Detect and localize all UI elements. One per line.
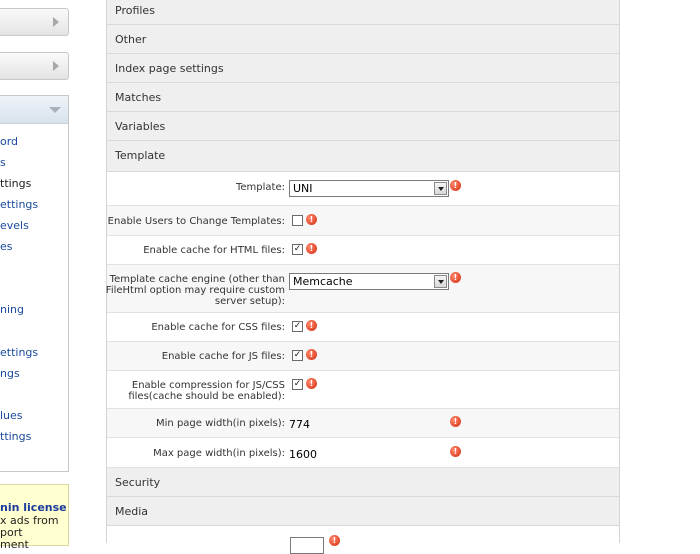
sidebar-link-8[interactable]: ettings	[0, 346, 39, 359]
chevron-down-icon	[49, 107, 61, 113]
sidebar-link-active[interactable]: ttings	[0, 177, 32, 190]
max-page-width-row	[107, 438, 619, 468]
info-icon[interactable]: !	[450, 180, 461, 191]
section-template[interactable]	[107, 141, 619, 172]
template-row	[107, 172, 619, 206]
cache-html-row	[107, 236, 619, 265]
section-label: Other	[115, 33, 147, 46]
enable-users-change-templates-checkbox[interactable]	[292, 215, 303, 226]
cache-js-checkbox[interactable]: ✓	[293, 350, 302, 360]
section-matches[interactable]	[107, 83, 619, 112]
info-icon[interactable]: !	[306, 378, 317, 389]
cache-engine-select-value: Memcache	[293, 275, 353, 288]
sidebar-link-9[interactable]: ngs	[0, 367, 20, 380]
section-profiles[interactable]	[107, 0, 619, 25]
promo-line-1: x ads from	[0, 514, 59, 527]
cache-js-label: Enable cache for JS files:	[161, 351, 285, 362]
media-select[interactable]	[290, 537, 324, 554]
section-label: Matches	[115, 91, 162, 104]
settings-panel	[106, 0, 620, 543]
info-icon[interactable]: !	[450, 446, 461, 457]
cache-engine-label-line-1: Template cache engine (other than	[109, 274, 285, 285]
cache-html-label: Enable cache for HTML files:	[143, 245, 285, 256]
sidebar-panel-header[interactable]	[0, 96, 68, 124]
min-page-width-value[interactable]: 774	[289, 418, 310, 431]
cache-js-row	[107, 342, 619, 371]
left-sidebar	[0, 0, 70, 551]
media-first-row	[107, 526, 619, 543]
section-security[interactable]	[107, 468, 619, 497]
section-index-page-settings[interactable]	[107, 54, 619, 83]
template-select[interactable]	[289, 180, 449, 197]
min-page-width-row	[107, 409, 619, 438]
info-icon[interactable]: !	[306, 320, 317, 331]
section-label: Media	[115, 505, 149, 518]
dropdown-arrow-icon[interactable]	[434, 275, 447, 288]
max-page-width-value[interactable]: 1600	[289, 448, 317, 461]
section-other[interactable]	[107, 25, 619, 54]
section-label: Template	[115, 149, 166, 162]
info-icon[interactable]: !	[450, 416, 461, 427]
sidebar-menu-button-1[interactable]	[0, 8, 69, 36]
enable-users-change-templates-label: Enable Users to Change Templates:	[107, 216, 285, 227]
sidebar-link-5[interactable]: evels	[0, 219, 29, 232]
dropdown-arrow-icon[interactable]	[434, 182, 447, 195]
sidebar-link-7[interactable]: ning	[0, 303, 24, 316]
sidebar-link-2[interactable]: s	[0, 156, 6, 169]
min-page-width-label: Min page width(in pixels):	[156, 418, 285, 429]
cache-engine-label-line-2: FileHtml option may require custom	[105, 285, 285, 296]
section-label: Security	[115, 476, 161, 489]
sidebar-link-11[interactable]: ttings	[0, 430, 32, 443]
sidebar-link-4[interactable]: ettings	[0, 198, 39, 211]
sidebar-menu-button-2[interactable]	[0, 52, 69, 80]
cache-engine-select[interactable]	[289, 273, 449, 290]
cache-engine-row	[107, 265, 619, 313]
sidebar-link-10[interactable]: lues	[0, 409, 23, 422]
cache-css-checkbox[interactable]: ✓	[293, 321, 302, 331]
chevron-right-icon	[53, 17, 59, 27]
promo-line-3: ment	[0, 538, 29, 551]
info-icon[interactable]: !	[306, 349, 317, 360]
cache-engine-label-line-3: server setup):	[214, 296, 285, 307]
compression-label-line-1: Enable compression for JS/CSS	[131, 380, 285, 391]
compression-label-line-2: files(cache should be enabled):	[128, 391, 285, 402]
section-media[interactable]	[107, 497, 619, 526]
license-promo-box	[0, 484, 69, 551]
section-label: Profiles	[115, 4, 155, 17]
sidebar-link-1[interactable]: ord	[0, 135, 19, 148]
template-label: Template:	[236, 182, 285, 193]
info-icon[interactable]: !	[329, 535, 340, 546]
chevron-right-icon	[53, 61, 59, 71]
cache-css-row	[107, 313, 619, 342]
info-icon[interactable]: !	[306, 214, 317, 225]
section-label: Index page settings	[115, 62, 224, 75]
compression-checkbox[interactable]: ✓	[293, 379, 302, 389]
cache-css-label: Enable cache for CSS files:	[151, 322, 285, 333]
promo-title[interactable]: nin license	[0, 501, 67, 514]
max-page-width-label: Max page width(in pixels):	[153, 448, 285, 459]
info-icon[interactable]: !	[306, 243, 317, 254]
section-variables[interactable]	[107, 112, 619, 141]
section-label: Variables	[115, 120, 166, 133]
info-icon[interactable]: !	[450, 272, 461, 283]
sidebar-link-6[interactable]: es	[0, 240, 13, 253]
template-select-value: UNI	[293, 182, 313, 195]
promo-line-2: port	[0, 526, 23, 539]
cache-html-checkbox[interactable]: ✓	[293, 244, 302, 254]
compression-row	[107, 371, 619, 409]
enable-users-change-templates-row	[107, 206, 619, 236]
